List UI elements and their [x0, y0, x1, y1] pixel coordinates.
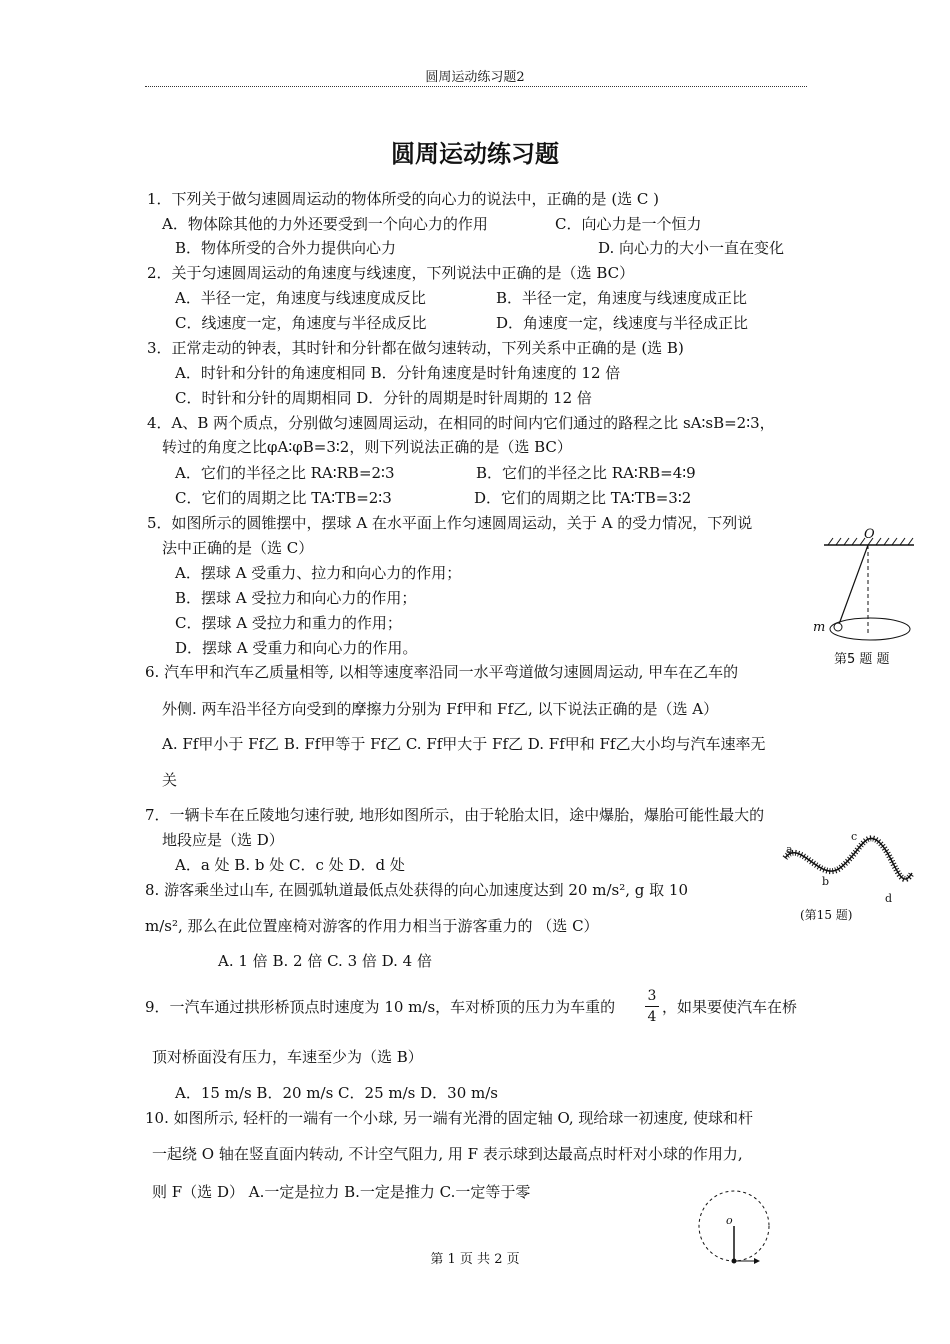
q4-option-d: D．它们的周期之比 TA∶TB=3∶2 — [474, 489, 692, 507]
question-6-line-2: 外侧. 两车沿半径方向受到的摩擦力分别为 Ff甲和 Ff乙, 以下说法正确的是（选 A） — [162, 700, 719, 718]
question-5-line-2: 法中正确的是（选 C） — [162, 539, 314, 557]
fig5-label-o: O — [864, 527, 875, 542]
question-7: 7．一辆卡车在丘陵地匀速行驶, 地形如图所示，由于轮胎太旧，途中爆胎，爆胎可能性最大的 — [145, 806, 765, 824]
q2-option-c: C．线速度一定，角速度与半径成反比 — [175, 314, 427, 332]
q1-option-b: B．物体所受的合外力提供向心力 — [175, 239, 397, 257]
q9-fraction — [645, 988, 659, 1025]
question-9-continued: ，如果要使汽车在桥 — [662, 998, 798, 1016]
page-footer: 第 1 页 共 2 页 — [430, 1252, 520, 1267]
question-4-line-2: 转过的角度之比φA∶φB=3∶2，则下列说法正确的是（选 BC） — [162, 438, 572, 456]
question-10: 10. 如图所示, 轻杆的一端有一个小球, 另一端有光滑的固定轴 O, 现给球一初速度, 使球和杆 — [145, 1109, 753, 1127]
question-3: 3．正常走动的钟表，其时针和分针都在做匀速转动，下列关系中正确的是 (选 B) — [147, 339, 684, 357]
fig5-caption: 第5 题 题 — [834, 652, 890, 667]
q4-option-a: A．它们的半径之比 RA∶RB=2∶3 — [175, 464, 395, 482]
page-header: 圆周运动练习题2 — [425, 70, 525, 85]
document-title: 圆周运动练习题 — [391, 140, 559, 168]
terrain-figure — [780, 828, 920, 908]
question-10-line-2: 一起绕 O 轴在竖直面内转动, 不计空气阻力, 用 F 表示球到达最高点时杆对小球的作用力, — [152, 1145, 743, 1163]
question-2: 2．关于匀速圆周运动的角速度与线速度，下列说法中正确的是（选 BC） — [147, 264, 635, 282]
q9-fraction-numerator: 3 — [647, 988, 657, 1004]
q2-option-d: D．角速度一定，线速度与半径成正比 — [496, 314, 749, 332]
q1-option-d: D. 向心力的大小一直在变化 — [598, 239, 785, 257]
q4-option-c: C．它们的周期之比 TA∶TB=2∶3 — [175, 489, 392, 507]
question-1: 1．下列关于做匀速圆周运动的物体所受的向心力的说法中，正确的是 (选 C ) — [147, 190, 660, 208]
q5-option-d: D．摆球 A 受重力和向心力的作用。 — [175, 639, 418, 657]
fig5-label-m: m — [813, 620, 826, 635]
fig15-label-d: d — [885, 892, 893, 905]
question-8: 8. 游客乘坐过山车, 在圆弧轨道最低点处获得的向心加速度达到 20 m/s², g 取 10 — [145, 881, 688, 899]
q1-option-a: A．物体除其他的力外还要受到一个向心力的作用 — [162, 215, 488, 233]
q9-fraction-denominator: 4 — [647, 1009, 657, 1025]
q1-option-c: C．向心力是一个恒力 — [555, 215, 702, 233]
q5-option-c: C．摆球 A 受拉力和重力的作用； — [175, 614, 402, 632]
q5-option-b: B．摆球 A 受拉力和向心力的作用； — [175, 589, 417, 607]
fig15-caption: (第15 题) — [800, 908, 853, 922]
fig10-label-o: o — [726, 1214, 733, 1227]
q2-option-b: B．半径一定，角速度与线速度成正比 — [496, 289, 748, 307]
q4-option-b: B．它们的半径之比 RA∶RB=4∶9 — [476, 464, 696, 482]
question-5: 5．如图所示的圆锥摆中，摆球 A 在水平面上作匀速圆周运动，关于 A 的受力情况，下列说 — [147, 514, 753, 532]
fig15-label-b: b — [822, 875, 830, 888]
fig15-label-a: a — [786, 843, 793, 856]
q7-options: A．a 处 B. b 处 C．c 处 D．d 处 — [175, 856, 405, 874]
q3-options-cd: C．时针和分针的周期相同 D．分针的周期是时针周期的 12 倍 — [175, 389, 592, 407]
question-7-line-2: 地段应是（选 D） — [162, 831, 284, 849]
header-divider — [145, 86, 807, 87]
question-6-line-4: 关 — [162, 771, 178, 789]
question-6: 6. 汽车甲和汽车乙质量相等, 以相等速度率沿同一水平弯道做匀速圆周运动, 甲车在乙车的 — [145, 663, 739, 681]
q2-option-a: A．半径一定，角速度与线速度成反比 — [175, 289, 426, 307]
q3-options-ab: A．时针和分针的角速度相同 B．分针角速度是时针角速度的 12 倍 — [175, 364, 621, 382]
q6-options: A. Ff甲小于 Ff乙 B. Ff甲等于 Ff乙 C. Ff甲大于 Ff乙 D. Ff甲和 Ff乙大小均与汽车速率无 — [162, 735, 766, 753]
question-9: 9．一汽车通过拱形桥顶点时速度为 10 m/s，车对桥顶的压力为车重的 — [145, 998, 616, 1016]
q8-options: A. 1 倍 B. 2 倍 C. 3 倍 D. 4 倍 — [218, 952, 432, 970]
question-4: 4．A、B 两个质点，分别做匀速圆周运动，在相同的时间内它们通过的路程之比 sA∶sB=2∶3， — [147, 414, 775, 432]
fig15-label-c: c — [851, 830, 858, 843]
q9-options: A．15 m/s B．20 m/s C．25 m/s D．30 m/s — [175, 1084, 498, 1102]
question-9-line-2: 顶对桥面没有压力，车速至少为（选 B） — [152, 1048, 423, 1066]
question-10-line-3: 则 F（选 D） A.一定是拉力 B.一定是推力 C.一定等于零 — [152, 1183, 531, 1201]
q5-option-a: A．摆球 A 受重力、拉力和向心力的作用； — [175, 564, 462, 582]
question-8-line-2: m/s², 那么在此位置座椅对游客的作用力相当于游客重力的 （选 C） — [145, 917, 599, 935]
